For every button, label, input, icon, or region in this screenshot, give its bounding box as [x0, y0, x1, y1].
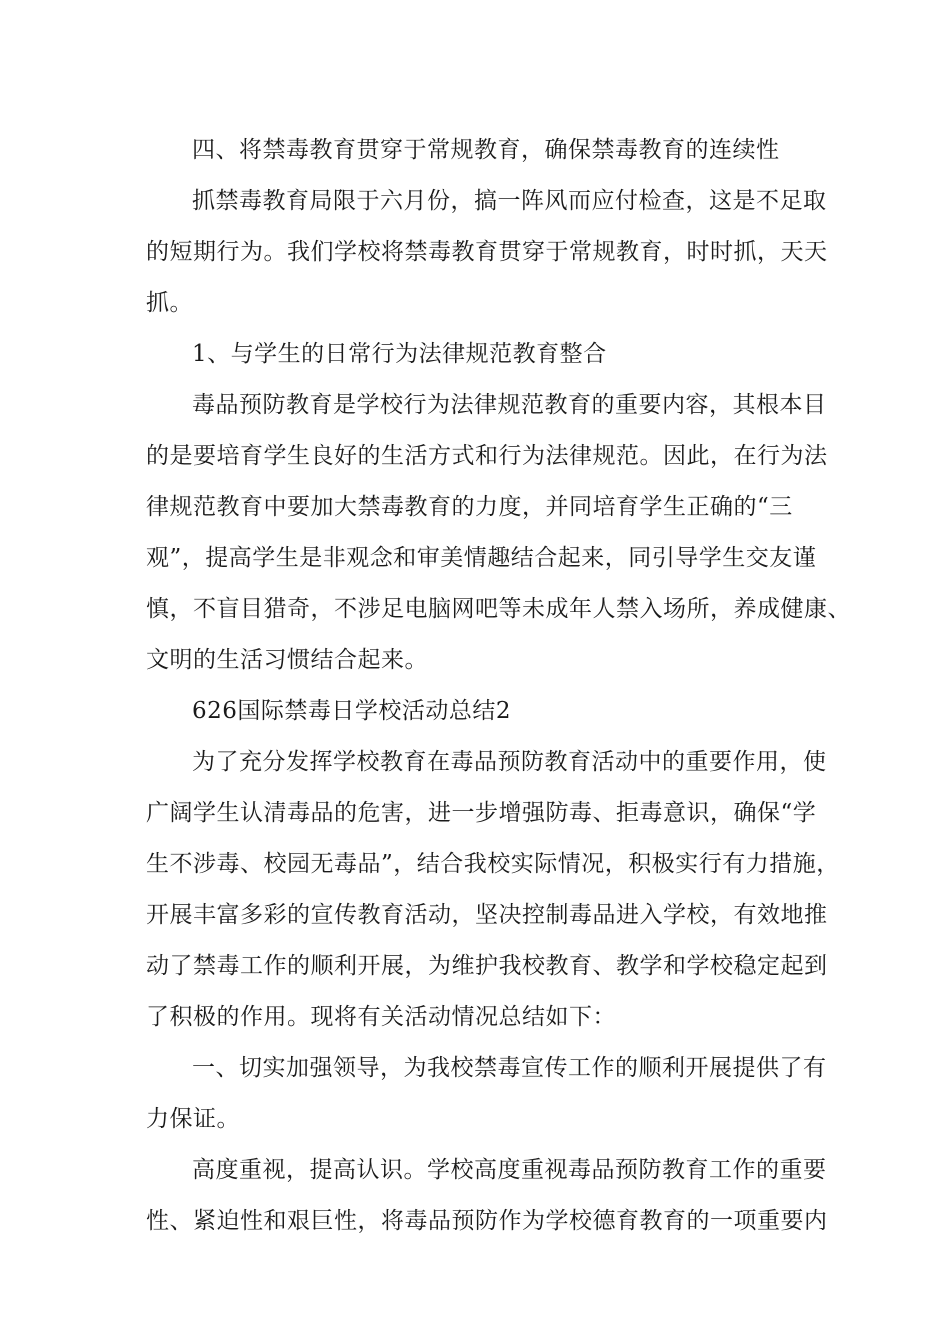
section-heading-4: 四、将禁毒教育贯穿于常规教育，确保禁毒教育的连续性 [192, 137, 780, 163]
subsection-heading-1: 1、与学生的日常行为法律规范教育整合 [192, 341, 607, 367]
paragraph-line: 抓禁毒教育局限于六月份，搞一阵风而应付检查，这是不足取 [192, 188, 827, 214]
paragraph-line: 高度重视，提高认识。学校高度重视毒品预防教育工作的重要 [192, 1157, 827, 1183]
paragraph-line: 为了充分发挥学校教育在毒品预防教育活动中的重要作用，使 [192, 749, 827, 775]
paragraph-line: 了积极的作用。现将有关活动情况总结如下： [146, 1004, 616, 1030]
paragraph-line: 抓。 [146, 290, 193, 316]
paragraph-line: 律规范教育中要加大禁毒教育的力度，并同培育学生正确的“三 [146, 494, 793, 520]
paragraph-line: 的短期行为。我们学校将禁毒教育贯穿于常规教育，时时抓，天天 [146, 239, 828, 265]
paragraph-line: 观”，提高学生是非观念和审美情趣结合起来，同引导学生交友谨 [146, 545, 817, 571]
document-title-2: 626国际禁毒日学校活动总结2 [192, 698, 512, 724]
paragraph-line: 慎，不盲目猎奇，不涉足电脑网吧等未成年人禁入场所，养成健康、 [146, 596, 851, 622]
paragraph-line: 动了禁毒工作的顺利开展，为维护我校教育、教学和学校稳定起到 [146, 953, 828, 979]
paragraph-line: 毒品预防教育是学校行为法律规范教育的重要内容，其根本目 [192, 392, 827, 418]
paragraph-line: 的是要培育学生良好的生活方式和行为法律规范。因此，在行为法 [146, 443, 828, 469]
paragraph-line: 开展丰富多彩的宣传教育活动，坚决控制毒品进入学校，有效地推 [146, 902, 828, 928]
paragraph-line: 文明的生活习惯结合起来。 [146, 647, 428, 673]
paragraph-line: 力保证。 [146, 1106, 240, 1132]
paragraph-line: 生不涉毒、校园无毒品”，结合我校实际情况，积极实行有力措施， [146, 851, 840, 877]
section-heading-1: 一、切实加强领导，为我校禁毒宣传工作的顺利开展提供了有 [192, 1055, 827, 1081]
paragraph-line: 性、紧迫性和艰巨性，将毒品预防作为学校德育教育的一项重要内 [146, 1208, 828, 1234]
paragraph-line: 广阔学生认清毒品的危害，进一步增强防毒、拒毒意识，确保“学 [146, 800, 817, 826]
